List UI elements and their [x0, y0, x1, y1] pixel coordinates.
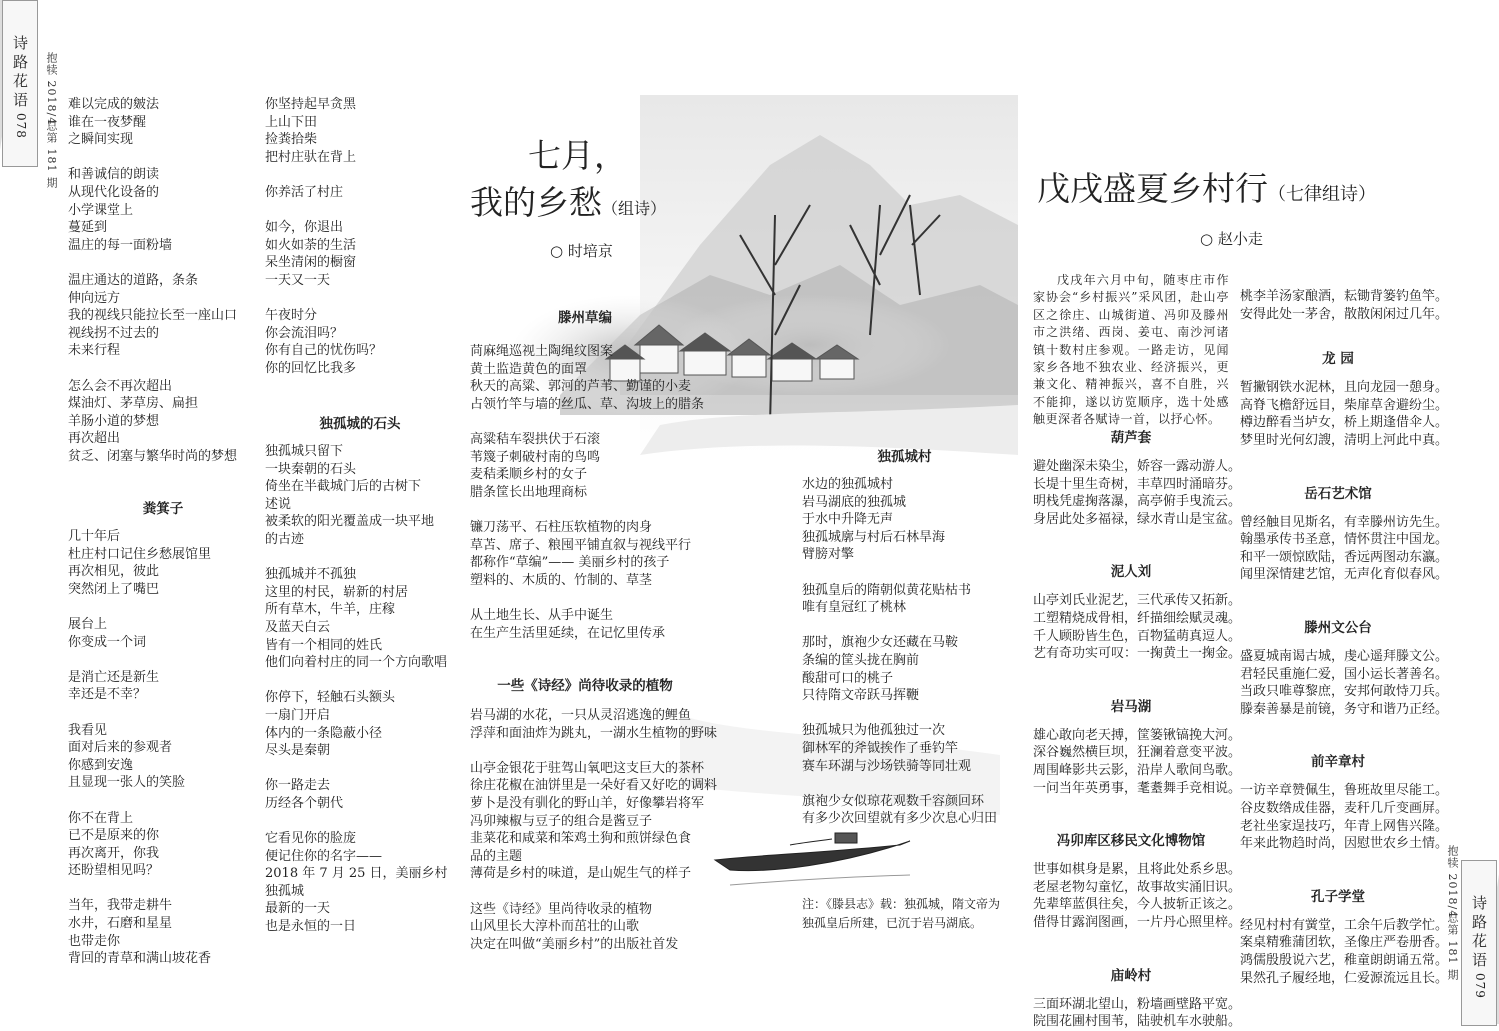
poem-line	[802, 705, 997, 723]
poem-line: 独孤城廓与村后石林旱海	[802, 529, 946, 545]
poem-line: 苘麻绳巡视土陶绳纹图案	[470, 344, 614, 359]
poem2-title-block	[1037, 163, 1376, 210]
poem-line: 薄荷是乡村的味道，是山妮生气的样子	[470, 866, 692, 882]
poem-line: 煤油灯、茅草房、扁担	[68, 396, 199, 412]
verse-line: 和平一颂惊欧陆，香远两图动东瀛。	[1240, 549, 1449, 565]
verse-line: 雄心敢向老天搏，筐篓锹镐挽大河。	[1033, 727, 1242, 743]
left-section-tab	[2, 0, 38, 167]
right-issue: 总第 181 期	[1446, 912, 1459, 981]
poem-line	[68, 149, 237, 167]
verse-line: 老社坐家逞技巧，年青上网售兴隆。	[1240, 818, 1449, 834]
col4-footnote: 注：《滕县志》载：独孤城，隋文帝为独孤皇后所建，已沉于岩马湖底。	[802, 897, 1001, 930]
col1-stanzas-2	[68, 528, 211, 968]
poem-line: 及蓝天白云	[265, 619, 331, 635]
poem-line: 这些《诗经》里尚待收录的植物	[470, 901, 653, 917]
verse-line: 梦里时光何幻謏，清明上河此中真。	[1240, 433, 1449, 448]
poem-line: 之瞬间实现	[68, 132, 134, 148]
poem-line: 腊条筐长出地理商标	[470, 484, 588, 500]
poem-line: 便记住你的名字——	[265, 848, 383, 864]
poem-line: 你一路走去	[265, 778, 331, 794]
poem-line: 徐庄花椒在油饼里是一朵好看又好吃的调料	[470, 778, 718, 794]
poem-line: 幸还是不幸？	[68, 687, 147, 703]
poem-line: 如火如荼的生活	[265, 237, 357, 253]
poem-line: 我的视线只能拉长至一座山口	[68, 308, 238, 324]
poem-title: 孔子学堂	[1311, 888, 1365, 905]
poem1-title-line1: 七月，	[528, 136, 627, 175]
poem-line: 怎么会不再次超出	[68, 378, 173, 394]
poem-line: 你停下，轻触石头额头	[265, 690, 396, 706]
poem-line	[265, 672, 448, 690]
poem-line: 也带走你	[68, 933, 121, 949]
poem-line	[470, 501, 704, 519]
poem-line: 已不是原来的你	[68, 828, 160, 844]
poem-line: 条编的筐头拢在胸前	[802, 652, 920, 668]
boat-ripple	[730, 875, 910, 885]
right-section-tab	[1461, 860, 1497, 1026]
verse-line: 闻里深情建艺馆，无声化育似春风。	[1240, 567, 1449, 583]
verse-line: 谷皮数绺成佳器，麦秆几斤变画屏。	[1240, 801, 1449, 816]
left-page-number: 078	[14, 113, 28, 139]
poem-line: 岩马湖底的独孤城	[802, 494, 907, 510]
poem-line: 贫乏、闭塞与繁华时尚的梦想	[68, 448, 238, 464]
poem-line: 把村庄驮在背上	[265, 149, 357, 165]
poem-line: 那时，旗袍少女还藏在马鞍	[802, 635, 959, 651]
poem-line: 一天又一天	[265, 272, 331, 288]
poem-line: 视线拐不过去的	[68, 325, 160, 341]
poem-line: 品的主题	[470, 848, 523, 864]
col4-section-title: 独孤城村	[877, 449, 932, 465]
poem2-author: ○ 赵小走	[1200, 230, 1263, 248]
poem-line	[68, 651, 211, 669]
poem-line: 冯卯辣椒与豆子的组合是酱豆子	[470, 813, 653, 829]
poem-line: 独孤城并不孤独	[265, 567, 357, 583]
poem-line: 唯有皇冠红了桃林	[802, 600, 907, 616]
poem-line	[470, 883, 717, 901]
col3-stanzas-2	[470, 707, 717, 953]
poem-line	[265, 202, 382, 220]
poem-line	[265, 812, 448, 830]
poem-line: 小学课堂上	[68, 202, 134, 218]
verse-line: 曾经触目见斯名，有幸滕州访先生。	[1240, 514, 1449, 530]
poem-line: 苇篾子刺破村南的鸟鸣	[470, 449, 601, 465]
verse-line: 借得甘露润图画，一片丹心照里梓。	[1033, 915, 1242, 930]
poem-title: 泥人刘	[1110, 564, 1152, 581]
verse-line: 经见村村有黉堂，工余午后教学忙。	[1240, 917, 1449, 933]
col3-stanzas	[470, 343, 704, 642]
poem-line: 占领竹竿与墙的丝瓜、草、沟坡上的腊条	[470, 396, 705, 412]
poem-line: 你坚持起早贪黑	[265, 97, 357, 112]
poem-line: 未来行程	[68, 343, 121, 359]
verse-line: 安得此处一茅舍，散散闲闲过几年。	[1240, 306, 1449, 322]
poem-line: 镰刀荡平、石柱压软植物的肉身	[470, 519, 653, 535]
verse-line: 院围花圃村围苇，陆驶机车水驶船。	[1033, 1014, 1242, 1030]
poem-line: 羊肠小道的梦想	[68, 413, 160, 429]
poem-line: 突然闭上了嘴巴	[68, 581, 160, 597]
verse-line: 桃李羊汤家酿酒，耘锄背篓钓鱼竿。	[1240, 289, 1449, 304]
poem-line: 倚坐在半截城门后的古树下	[265, 479, 422, 495]
right-page-number: 079	[1473, 973, 1487, 999]
poem-line: 水边的独孤城村	[802, 477, 894, 492]
poem-line: 再次离开，你我	[68, 845, 160, 861]
verse-line: 一访辛章赞佩生，鲁班故里尽能工。	[1240, 783, 1449, 799]
poem-line	[68, 792, 211, 810]
poem-line: 午夜时分	[265, 308, 318, 324]
poem-line: 再次相见，彼此	[68, 564, 160, 580]
poem-line	[470, 742, 717, 760]
poem-line: 旗袍少女似琼花观数千容颜回环	[802, 793, 985, 809]
poem-line: 展台上	[68, 616, 108, 632]
poem-line: 草苫、席子、粮囤平铺直叙与视线平行	[470, 537, 692, 553]
poem-line: 从现代化设备的	[68, 184, 160, 200]
poem-line	[68, 360, 237, 378]
verse-line: 工塑精烧成骨相，纤描细绘赋灵魂。	[1033, 611, 1242, 626]
col2-section-title: 独孤城的石头	[319, 416, 401, 432]
poem-line	[68, 704, 211, 722]
verse-line: 三面环湖北望山，粉墙画壁路平宽。	[1033, 996, 1242, 1012]
poem-line: 萝卜是没有驯化的野山羊，好像攀岩将军	[470, 795, 705, 811]
poem-line: 还盼望相见吗？	[68, 863, 160, 879]
poem-line: 臂膀对擎	[802, 547, 855, 563]
poem-line: 温庄的每一面粉墙	[68, 237, 173, 253]
poem-line: 山亭金银花于驻驾山氧吧这支巨大的茶杯	[470, 760, 705, 776]
poem-line: 独孤城只留下	[265, 444, 344, 459]
verse-line: 君轻民重施仁爱，国小运长著善名。	[1240, 666, 1449, 682]
left-journal: 抱犊 2018/4	[45, 52, 58, 126]
poem-line	[470, 413, 704, 431]
poem-line: 你的回忆比我多	[265, 360, 357, 376]
poem-line: 岩马湖的水花，一只从灵沼逃逸的鲤鱼	[470, 708, 692, 723]
poem-line: 麦秸柔顺乡村的女子	[470, 467, 588, 483]
poem1-subtitle: （组诗）	[602, 199, 667, 218]
poem-line: 上山下田	[265, 114, 318, 130]
poem-line: 他们向着村庄的同一个方向歌唱	[265, 655, 448, 671]
poem-line: 黄土监造黄色的面罩	[470, 361, 588, 377]
poem-line: 尽头是秦朝	[265, 743, 331, 759]
poem-line: 所有草木，牛羊，庄稼	[265, 602, 396, 618]
left-issue: 总第 181 期	[45, 120, 58, 189]
poem-line: 你养活了村庄	[265, 184, 344, 200]
verse-line: 樽边醉看当垆女，桥上期逢借伞人。	[1240, 415, 1449, 431]
verse-line: 身居此处多福禄，绿水青山是宝盆。	[1033, 511, 1242, 527]
poem-line: 它看见你的脸庞	[265, 831, 357, 847]
poem-line: 赛车环湖与沙场铁骑等同壮观	[802, 758, 972, 774]
col5-intro: 戊戌年六月中旬，随枣庄市作家协会“乡村振兴”采风团，赴山亭区之徐庄、山城街道、冯卯及滕州市之洪绪、西岗、姜屯、南沙河诸镇十数村庄参观。一路走访，见闻家乡各地不独农业、经济振兴，更兼文化、精神振兴，喜不自胜，兴不能抑，遂以访览顺序，选十处感触更深者各赋诗一首，以抒心怀。	[1033, 273, 1229, 427]
poem-line: 在生产生活里延续，在记忆里传承	[470, 625, 666, 641]
poem-line: 你会流泪吗？	[265, 325, 344, 341]
verse-line: 世事如棋身是累，且将此处系乡思。	[1033, 862, 1242, 878]
poem-line: 面对后来的参观者	[68, 740, 173, 756]
col2-stanzas-2	[265, 443, 448, 936]
verse-line: 老屋老物勾童忆，故事故实涌旧识。	[1033, 879, 1242, 895]
poem-line: 捡粪拾柴	[265, 132, 318, 148]
poem-line: 你感到安逸	[68, 757, 134, 773]
poem-line: 如今，你退出	[265, 220, 344, 236]
poem1-title-main: 我的乡愁	[470, 183, 602, 222]
poem-line: 伸向远方	[68, 290, 121, 306]
poem-line	[265, 760, 448, 778]
poem-line: 难以完成的皴法	[68, 97, 160, 112]
verse-line: 果然孔子履经地，仁爱源流远且长。	[1240, 970, 1449, 986]
poem-line	[68, 254, 237, 272]
col1-section-title: 粪箕子	[142, 501, 184, 517]
verse-line: 盛夏城南谒古城，虔心遥拜滕文公。	[1240, 649, 1449, 664]
verse-line: 明栈凭虚掬落瀑，高亭俯手曳流云。	[1033, 494, 1242, 510]
poem-line	[802, 775, 997, 793]
poem-line: 我看见	[68, 722, 108, 738]
poem-line: 浮萍和面油炸为跳丸，一湖水生植物的野味	[470, 725, 718, 741]
col3-section-title: 滕州草编	[558, 310, 612, 326]
poem-line	[68, 598, 211, 616]
verse-line: 山亭刘氏业泥艺，三代承传又拓新。	[1033, 593, 1242, 609]
left-section-name: 诗路花语	[11, 35, 29, 111]
poem-line: 是消亡还是新生	[68, 669, 160, 685]
verse-line: 避处幽深未染尘，娇容一露动游人。	[1033, 459, 1242, 474]
poem-line: 蔓延到	[68, 220, 108, 236]
verse-line: 周围峰影共云影，沿岸人歌间鸟歌。	[1033, 763, 1242, 778]
poem2-title: 戊戌盛夏乡村行	[1037, 169, 1268, 208]
poem-line: 杜庄村口记住乡愁展馆里	[68, 546, 212, 562]
poem-line: 的古迹	[265, 531, 305, 547]
poem-line: 且显现一张人的笑脸	[68, 775, 186, 791]
poem-title: 龙 园	[1322, 351, 1354, 368]
poem1-author: ○ 时培京	[550, 242, 613, 260]
poem-line: 被柔软的阳光覆盖成一块平地	[265, 514, 435, 530]
poem-line: 一块秦朝的石头	[265, 461, 357, 477]
verse-line: 案桌精雅蒲团软，圣像庄严卷册香。	[1240, 935, 1449, 951]
verse-line: 暂撇钢铁水泥林，且向龙园一憩身。	[1240, 380, 1449, 396]
poem-title: 岩马湖	[1110, 698, 1152, 715]
col3-section-title-2: 一些《诗经》尚待收录的植物	[497, 678, 673, 694]
poem-line: 有多少次回望就有多少次息心归田	[802, 811, 998, 827]
poem-line: 秋天的高粱、郭河的芦苇、勤谨的小麦	[470, 379, 692, 395]
poem-line: 和善诚信的朗读	[68, 167, 160, 183]
poem-line: 你有自己的忧伤吗？	[265, 343, 383, 359]
poem-line: 高粱秸车裂拱伏于石滚	[470, 431, 601, 447]
poem-line: 水井，石磨和星星	[68, 916, 173, 932]
right-section-name: 诗路花语	[1470, 895, 1488, 971]
verse-line: 翰墨承传书圣意，情怀贯注中国龙。	[1240, 532, 1449, 548]
poem-line: 也是永恒的一日	[265, 919, 357, 935]
verse-line: 年来此物趋时尚，因慰世农乡土情。	[1240, 836, 1449, 852]
poem-title: 冯卯库区移民文化博物馆	[1056, 833, 1206, 850]
fishing-boat	[715, 833, 910, 871]
verse-line: 长堤十里生奇树，丰草四时涌暗芬。	[1033, 476, 1242, 492]
poem-line: 呆坐清闲的橱窗	[265, 255, 357, 271]
poem-line: 山风里长大淳朴而茁壮的山歌	[470, 919, 640, 935]
poem-line: 韭菜花和咸菜和笨鸡土狗和煎饼绿色食	[470, 831, 692, 847]
poem-line: 当年，我带走耕牛	[68, 898, 173, 914]
poem-line: 你变成一个词	[68, 634, 147, 650]
poem-line: 一扇门开启	[265, 707, 331, 723]
poem-line: 独孤城	[265, 883, 305, 899]
poem-line	[470, 589, 704, 607]
right-journal: 抱犊 2018/4	[1446, 845, 1459, 919]
verse-line: 深谷巍然横巨坝，狂澜着意变平波。	[1033, 745, 1242, 761]
poem-line: 再次超出	[68, 431, 121, 447]
poem1-title-line2	[470, 177, 666, 224]
poem-line	[265, 549, 448, 567]
verse-line: 鸿儒殷殷说六艺，稚童朗朗诵五常。	[1240, 953, 1449, 968]
poem-line: 御林军的斧钺挨作了垂钓竿	[802, 740, 959, 756]
poem-title: 滕州文公台	[1304, 620, 1372, 636]
poem-line: 独孤城只为他孤独过一次	[802, 723, 946, 739]
poem-line: 体内的一条隐蔽小径	[265, 725, 383, 741]
poem-line	[68, 880, 211, 898]
poem-line: 几十年后	[68, 529, 121, 544]
poem-line: 皆有一个相同的姓氏	[265, 637, 383, 653]
poem-line: 背回的青草和满山坡花香	[68, 951, 212, 967]
verse-line: 当政只唯尊黎庶，安邦何敢恃刀兵。	[1240, 684, 1449, 700]
poem-title: 岳石艺术馆	[1304, 485, 1372, 502]
poem2-subtitle: （七律组诗）	[1268, 184, 1376, 205]
poem-line: 独孤皇后的隋朝似黄花贴枯书	[802, 582, 972, 598]
col1-stanzas	[68, 96, 237, 465]
verse-line: 一问当年英勇事，耄耋舞手竞相说。	[1033, 780, 1242, 796]
poem-line: 只待隋文帝跃马挥鞭	[802, 688, 920, 704]
poem-line: 从土地生长、从手中诞生	[470, 607, 614, 623]
poem-line: 都称作“草编”—— 美丽乡村的孩子	[470, 555, 670, 571]
poem-line: 历经各个朝代	[265, 795, 344, 811]
poem-line: 酸甜可口的桃子	[802, 670, 894, 686]
poem-line: 2018 年 7 月 25 日，美丽乡村	[265, 866, 448, 882]
col2-stanzas	[265, 96, 382, 378]
poem-line: 你不在背上	[68, 810, 134, 826]
poem-line: 塑料的、木质的、竹制的、草茎	[470, 572, 653, 588]
poem-title: 前辛章村	[1311, 754, 1365, 771]
poem-line: 述说	[265, 496, 292, 512]
poem-line: 决定在叫做“美丽乡村”的出版社首发	[470, 936, 679, 952]
poem-line	[265, 290, 382, 308]
verse-line: 艺有奇功实可叹：一掬黄土一掬金。	[1033, 646, 1242, 662]
verse-line: 滕秦善暴是前镜，务守和谐乃正经。	[1240, 701, 1449, 717]
verse-line: 千人顾盼皆生色，百物猛萌真逗人。	[1033, 628, 1242, 644]
poem-title: 葫芦套	[1110, 430, 1152, 446]
verse-line: 高脊飞檐舒远目，柴扉草舍避纷尘。	[1240, 397, 1449, 413]
poem-line: 最新的一天	[265, 901, 331, 917]
poem-line	[802, 564, 997, 582]
poem-line	[802, 617, 997, 635]
verse-line: 先辈筚蓝俱往矣，今人披斩正该之。	[1033, 897, 1242, 913]
poem-line	[265, 166, 382, 184]
poem-line: 这里的村民，崭新的村居	[265, 584, 409, 600]
poem-line: 谁在一夜梦醒	[68, 114, 147, 130]
col4-stanzas	[802, 476, 997, 828]
poem-line: 温庄通达的道路，条条	[68, 272, 199, 288]
poem-line: 于水中升降无声	[802, 512, 894, 528]
poem-title: 庙岭村	[1110, 967, 1152, 984]
